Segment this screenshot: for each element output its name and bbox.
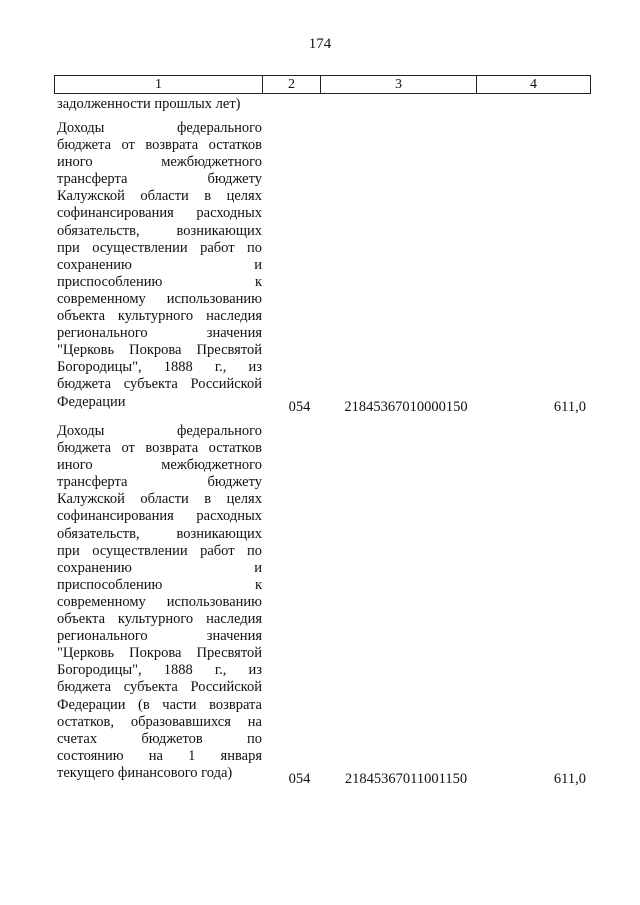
description-line: иного межбюджетного [57,154,262,171]
description-line: счетах бюджетов по [57,730,262,747]
row-2-code: 054 [288,771,311,787]
description-line: сохранению и [57,256,262,273]
description-line: регионального значения [57,628,262,645]
description-line: объекта культурного наследия [57,611,262,628]
description-line: приспособлению к [57,273,262,290]
row-1-kbk: 21845367010000150 [344,399,468,415]
page-number: 174 [308,36,332,52]
header-col-2: 2 [263,76,321,94]
description-line: бюджета от возврата остатков [57,440,262,457]
description-line: при осуществлении работ по [57,542,262,559]
description-line: обязательств, возникающих [57,222,262,239]
description-line: Богородицы", 1888 г., из [57,662,262,679]
description-line: бюджета субъекта Российской [57,376,262,393]
description-line: обязательств, возникающих [57,525,262,542]
header-row [55,76,591,94]
column-header-table [54,75,591,94]
row-1-description [57,120,262,411]
description-line: объекта культурного наследия [57,308,262,325]
description-line: остатков, образовавшихся на [57,713,262,730]
description-line: Богородицы", 1888 г., из [57,359,262,376]
description-line: состоянию на 1 января [57,747,262,764]
description-line: сохранению и [57,559,262,576]
continuation-text: задолженности прошлых лет) [57,96,241,112]
row-2-description [57,423,262,782]
description-line: "Церковь Покрова Пресвятой [57,645,262,662]
description-line: бюджета от возврата остатков [57,137,262,154]
description-line: Калужской области в целях [57,491,262,508]
description-line: Калужской области в целях [57,188,262,205]
description-line: современному использованию [57,290,262,307]
description-line: при осуществлении работ по [57,239,262,256]
description-line: трансферта бюджету [57,171,262,188]
description-line: приспособлению к [57,576,262,593]
header-col-4: 4 [477,76,591,94]
row-1-amount: 611,0 [553,399,586,415]
row-2-amount: 611,0 [553,771,586,787]
description-line: современному использованию [57,593,262,610]
header-col-1: 1 [55,76,263,94]
description-line: Федерации [57,393,126,410]
description-line: Доходы федерального [57,120,262,136]
description-line: текущего финансового года) [57,764,233,781]
description-line: Доходы федерального [57,423,262,439]
description-line: бюджета субъекта Российской [57,679,262,696]
description-line: софинансирования расходных [57,508,262,525]
description-line: "Церковь Покрова Пресвятой [57,342,262,359]
description-line: иного межбюджетного [57,457,262,474]
description-line: трансферта бюджету [57,474,262,491]
description-line: Федерации (в части возврата [57,696,262,713]
description-line: регионального значения [57,325,262,342]
row-1-code: 054 [288,399,311,415]
row-2-kbk: 21845367011001150 [344,771,468,787]
header-col-3: 3 [321,76,477,94]
description-line: софинансирования расходных [57,205,262,222]
